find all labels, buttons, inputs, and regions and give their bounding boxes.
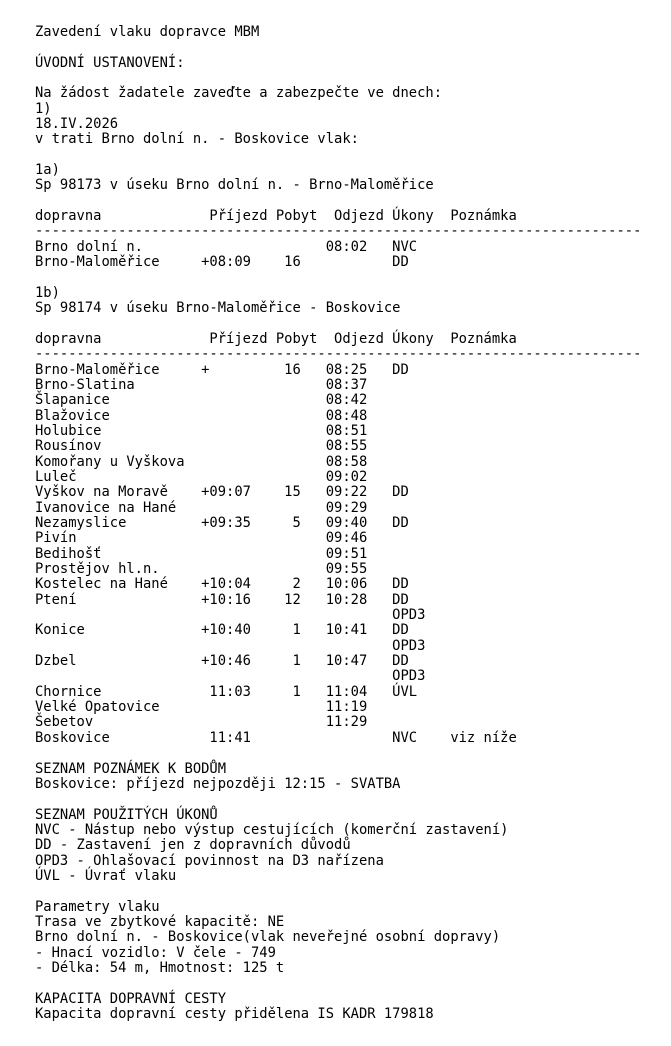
arrival-flag-cell: + <box>201 254 210 271</box>
ukony-legend-item: NVC - Nástup nebo výstup cestujících (komerční zastavení) <box>35 821 509 838</box>
station-cell: Holubice <box>35 422 102 439</box>
table-row <box>35 715 671 730</box>
header-poznamka: Poznámka <box>450 330 517 347</box>
station-cell: Rousínov <box>35 438 102 455</box>
table-separator: ------------------------------------------------------------------------- <box>35 223 642 240</box>
capacity-item: Kapacita dopravní cesty přidělena IS KADR 179818 <box>35 1006 434 1022</box>
arrival-cell: 10:16 <box>209 591 251 608</box>
stop-cell: 16 <box>284 361 301 378</box>
table-row <box>35 639 671 654</box>
table-row <box>35 424 671 439</box>
arrival-cell: 10:40 <box>209 622 251 639</box>
station-cell: Kostelec na Hané <box>35 576 168 593</box>
table-row <box>35 577 671 592</box>
spacer <box>35 317 671 332</box>
arrival-flag-cell: + <box>201 484 210 501</box>
intro-request-line: Na žádost žadatele zaveďte a zabezpečte ve dnech: <box>35 85 443 102</box>
station-cell: Pivín <box>35 530 77 547</box>
table-separator: ------------------------------------------------------------------------- <box>35 346 642 363</box>
departure-cell: 08:51 <box>325 422 368 439</box>
spacer <box>35 976 671 991</box>
operations-cell: DD <box>392 361 409 378</box>
arrival-flag-cell: + <box>201 653 210 670</box>
timetable-1a-header <box>35 209 671 224</box>
timetable-1a-rows <box>35 240 671 271</box>
table-row <box>35 531 671 546</box>
table-row <box>35 731 671 746</box>
stop-cell: 1 <box>292 622 301 639</box>
table-row <box>35 700 671 715</box>
station-cell: Ivanovice na Hané <box>35 499 177 516</box>
section-1b-label: 1b) <box>35 284 60 301</box>
stop-cell: 1 <box>292 653 301 670</box>
header-odjezd: Odjezd <box>334 330 384 347</box>
station-cell: Šebetov <box>35 714 94 731</box>
notes-heading: SEZNAM POZNÁMEK K BODŮM <box>35 760 227 777</box>
departure-cell: 08:42 <box>325 392 368 409</box>
stop-cell: 1 <box>292 683 301 700</box>
operations-cell: DD <box>392 254 409 271</box>
station-cell: Boskovice <box>35 729 110 746</box>
departure-cell: 08:58 <box>325 453 368 470</box>
spacer <box>35 884 671 899</box>
header-prijezd: Příjezd <box>209 330 268 347</box>
parameters-list <box>35 915 671 976</box>
table-row <box>35 485 671 500</box>
departure-cell: 09:40 <box>325 515 368 531</box>
spacer <box>35 746 671 761</box>
departure-cell: 08:37 <box>325 376 368 393</box>
operations-cell: NVC <box>392 729 418 746</box>
table-row <box>35 685 671 700</box>
ukony-legend-item: OPD3 - Ohlašovací povinnost na D3 nařízena <box>35 852 384 869</box>
departure-cell: 09:29 <box>325 499 368 516</box>
parameter-item: Brno dolní n. - Boskovice(vlak neveřejné osobní dopravy) <box>35 929 501 946</box>
departure-cell: 08:55 <box>325 438 368 455</box>
header-ukony: Úkony <box>392 208 434 225</box>
table-row <box>35 562 671 577</box>
departure-cell: 08:25 <box>325 361 368 378</box>
header-odjezd: Odjezd <box>334 208 384 225</box>
arrival-cell: 10:46 <box>209 653 251 670</box>
intro-heading: ÚVODNÍ USTANOVENÍ: <box>35 54 185 71</box>
departure-cell: 11:29 <box>325 714 368 731</box>
table-row <box>35 393 671 408</box>
station-cell: Velké Opatovice <box>35 699 160 716</box>
departure-cell: 09:22 <box>325 484 368 501</box>
arrival-cell: 09:07 <box>209 484 251 501</box>
arrival-flag-cell: + <box>201 515 210 531</box>
departure-cell: 10:28 <box>325 591 368 608</box>
notes-list <box>35 777 671 792</box>
timetable-1b-header <box>35 332 671 347</box>
table-row <box>35 470 671 485</box>
operations-cell: DD <box>392 576 409 593</box>
table-row <box>35 547 671 562</box>
header-prijezd: Příjezd <box>209 208 268 225</box>
parameter-item: - Délka: 54 m, Hmotnost: 125 t <box>35 959 285 976</box>
stop-cell: 16 <box>284 254 301 271</box>
table-row <box>35 654 671 669</box>
capacity-list <box>35 1007 671 1022</box>
header-dopravna: dopravna <box>35 330 102 347</box>
departure-cell: 09:02 <box>325 468 368 485</box>
arrival-cell: 10:04 <box>209 576 251 593</box>
parameter-item: Trasa ve zbytkové kapacitě: NE <box>35 913 285 930</box>
arrival-flag-cell: + <box>201 591 210 608</box>
arrival-cell: 09:35 <box>209 515 251 531</box>
station-cell: Luleč <box>35 468 77 485</box>
arrival-flag-cell: + <box>201 576 210 593</box>
departure-cell: 09:51 <box>325 545 368 562</box>
arrival-cell: 08:09 <box>209 254 251 271</box>
station-cell: Blažovice <box>35 407 110 424</box>
capacity-heading: KAPACITA DOPRAVNÍ CESTY <box>35 990 227 1007</box>
operations-cell: DD <box>392 484 409 501</box>
table-row <box>35 255 671 270</box>
table-row <box>35 516 671 531</box>
operations-cell: ÚVL <box>392 683 418 700</box>
table-row <box>35 439 671 454</box>
ukony-legend-item: DD - Zastavení jen z dopravních důvodů <box>35 837 351 854</box>
header-ukony: Úkony <box>392 330 434 347</box>
table-row <box>35 240 671 255</box>
station-cell: Brno-Maloměřice <box>35 361 160 378</box>
section-1a-description: Sp 98173 v úseku Brno dolní n. - Brno-Maloměřice <box>35 177 434 194</box>
station-cell: Konice <box>35 622 85 639</box>
timetable-1b-rows <box>35 363 671 747</box>
operations-cell: DD <box>392 622 409 639</box>
header-pobyt: Pobyt <box>275 208 318 225</box>
spacer <box>35 194 671 209</box>
stop-cell: 12 <box>284 591 301 608</box>
section-1a-label: 1a) <box>35 162 60 179</box>
station-cell: Komořany u Vyškova <box>35 453 185 470</box>
arrival-flag-cell: + <box>201 622 210 639</box>
table-row <box>35 409 671 424</box>
departure-cell: 11:04 <box>325 683 368 700</box>
arrival-flag-cell: + <box>201 361 210 378</box>
operations-cell: DD <box>392 653 409 670</box>
station-cell: Vyškov na Moravě <box>35 484 168 501</box>
operations-cell: DD <box>392 515 409 531</box>
section-1b-description: Sp 98174 v úseku Brno-Maloměřice - Boskovice <box>35 300 401 317</box>
departure-cell: 10:41 <box>325 622 368 639</box>
doc-title: Zavedení vlaku dopravce MBM <box>35 24 260 40</box>
parameter-item: - Hnací vozidlo: V čele - 749 <box>35 944 276 961</box>
intro-date: 18.IV.2026 <box>35 116 119 133</box>
stop-cell: 15 <box>284 484 301 501</box>
arrival-cell: 11:03 <box>209 683 251 700</box>
ukony-legend-heading: SEZNAM POUŽITÝCH ÚKONŮ <box>35 806 218 823</box>
departure-cell: 08:02 <box>325 238 368 255</box>
station-cell: Šlapanice <box>35 392 110 409</box>
station-cell: Brno-Maloměřice <box>35 254 160 271</box>
intro-route-line: v trati Brno dolní n. - Boskovice vlak: <box>35 131 359 148</box>
departure-cell: 11:19 <box>325 699 368 716</box>
table-row <box>35 378 671 393</box>
ukony-legend-list <box>35 823 671 884</box>
station-cell: Prostějov hl.n. <box>35 561 160 578</box>
spacer <box>35 148 671 163</box>
operations-cell: OPD3 <box>392 668 426 685</box>
station-cell: Brno dolní n. <box>35 238 143 255</box>
station-cell: Bedihošť <box>35 545 102 562</box>
departure-cell: 10:47 <box>325 653 368 670</box>
header-dopravna: dopravna <box>35 208 102 225</box>
operations-cell: NVC <box>392 238 418 255</box>
spacer <box>35 71 671 86</box>
departure-cell: 09:46 <box>325 530 368 547</box>
operations-cell: OPD3 <box>392 637 426 654</box>
table-row <box>35 669 671 684</box>
table-row <box>35 455 671 470</box>
header-poznamka: Poznámka <box>450 208 517 225</box>
operations-cell: OPD3 <box>392 607 426 624</box>
spacer <box>35 40 671 55</box>
note-item: Boskovice: příjezd nejpozději 12:15 - SVATBA <box>35 775 401 792</box>
ukony-legend-item: ÚVL - Úvrať vlaku <box>35 867 177 884</box>
table-row <box>35 501 671 516</box>
intro-item-number: 1) <box>35 100 52 117</box>
spacer <box>35 792 671 807</box>
station-cell: Brno-Slatina <box>35 376 135 393</box>
stop-cell: 2 <box>292 576 301 593</box>
departure-cell: 08:48 <box>325 407 368 424</box>
table-row <box>35 593 671 608</box>
header-pobyt: Pobyt <box>275 330 318 347</box>
departure-cell: 09:55 <box>325 561 368 578</box>
departure-cell: 10:06 <box>325 576 368 593</box>
table-row <box>35 608 671 623</box>
station-cell: Dzbel <box>35 653 77 670</box>
station-cell: Ptení <box>35 591 77 608</box>
table-row <box>35 363 671 378</box>
arrival-cell: 11:41 <box>209 729 251 746</box>
station-cell: Chornice <box>35 683 102 700</box>
operations-cell: DD <box>392 591 409 608</box>
remark-cell: viz níže <box>450 729 517 746</box>
station-cell: Nezamyslice <box>35 515 127 531</box>
spacer <box>35 271 671 286</box>
table-row <box>35 623 671 638</box>
stop-cell: 5 <box>292 515 301 531</box>
parameters-heading: Parametry vlaku <box>35 898 160 915</box>
